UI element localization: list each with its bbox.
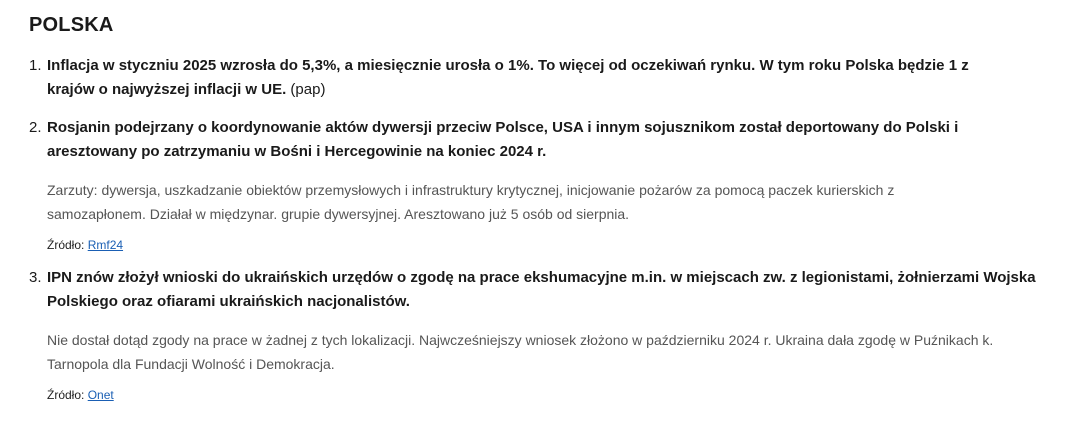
source-link[interactable]: Rmf24 (87, 238, 124, 252)
source-link[interactable]: Onet (87, 388, 114, 402)
section-title: POLSKA (29, 14, 114, 36)
news-item (28, 116, 1042, 253)
item-source (47, 237, 1042, 253)
item-number: 1. (29, 57, 42, 74)
item-headline-container (47, 266, 1047, 314)
item-number: 3. (29, 269, 42, 286)
item-headline-container (47, 54, 1017, 102)
item-source (47, 387, 1042, 403)
source-label: Źródło: (47, 238, 85, 252)
news-item (28, 54, 1042, 102)
item-headline: Rosjanin podejrzany o koordynowanie aktów dywersji przeciw Polsce, USA i innym sojusznikom został deportowany do Polski i aresztowany po zatrzymaniu w Bośni i Hercegowinie na koniec 2024 r. (47, 119, 959, 160)
item-summary: Zarzuty: dywersja, uszkadzanie obiektów przemysłowych i infrastruktury krytycznej, inicjowanie pożarów za pomocą paczek kurierskich z samozapłonem. Działał w międzynar. grupie dywersyjnej. Aresztowano już 5 osób od sierpnia. (47, 182, 895, 222)
item-headline: IPN znów złożył wnioski do ukraińskich urzędów o zgodę na prace ekshumacyjne m.in. w miejscach zw. z legionistami, żołnierzami Wojska Polskiego oraz ofiarami ukraińskich nacjonalistów. (47, 269, 1036, 310)
source-label: Źródło: (47, 388, 85, 402)
news-item (28, 266, 1042, 403)
item-headline: Inflacja w styczniu 2025 wzrosła do 5,3%, a miesięcznie urosła o 1%. To więcej od oczekiwań rynku. W tym roku Polska będzie 1 z krajów o najwyższej inflacji w UE. (47, 57, 969, 98)
item-summary: Nie dostał dotąd zgody na prace w żadnej z tych lokalizacji. Najwcześniejszy wniosek złożono w październiku 2024 r. Ukraina dała zgodę w Puźnikach k. Tarnopola dla Fundacji Wolność i Demokracja. (47, 332, 994, 372)
news-list (28, 54, 1042, 403)
item-headline-container (47, 116, 1002, 164)
item-number: 2. (29, 119, 42, 136)
item-source-tag: (pap) (290, 81, 326, 98)
